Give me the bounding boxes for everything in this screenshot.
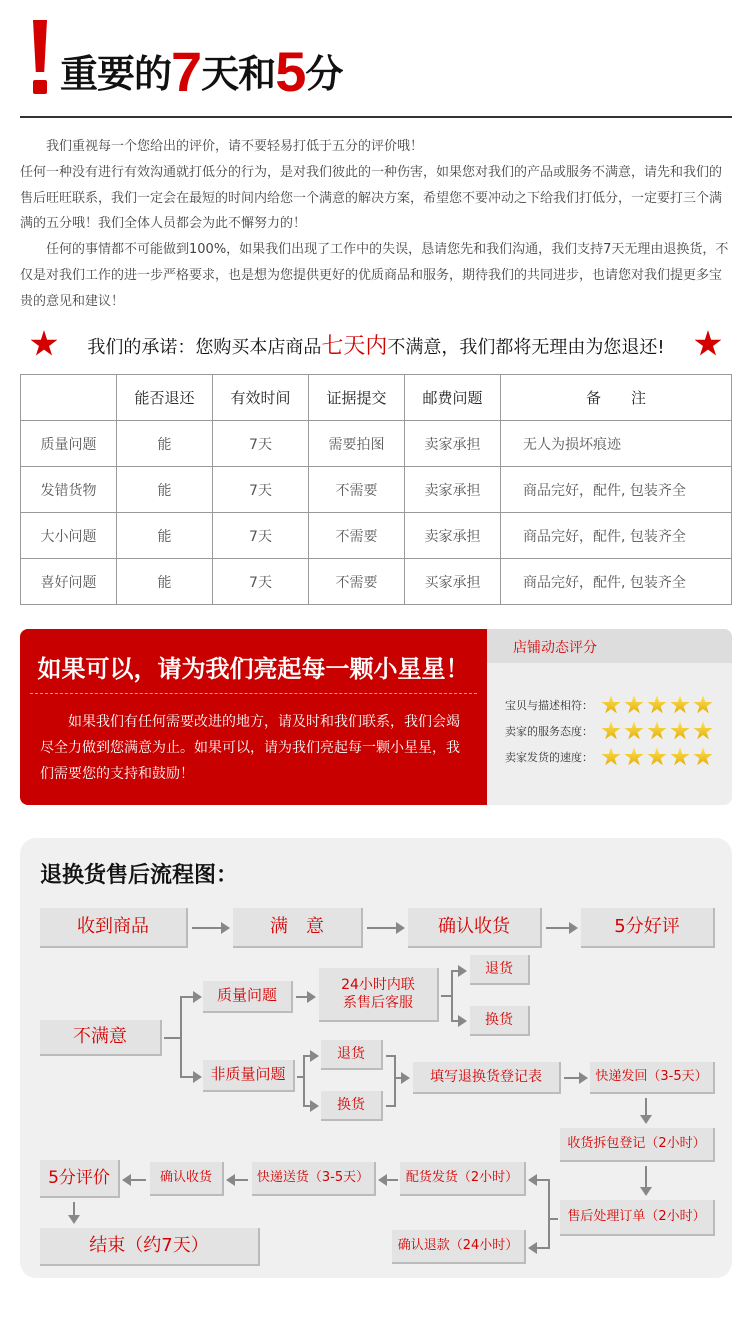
flow-step-unpack-register: 收货拆包登记（2小时） — [560, 1128, 715, 1162]
flow-step-confirm-receipt: 确认收货 — [150, 1162, 224, 1196]
star-icon — [624, 747, 644, 767]
star-icon — [601, 721, 621, 741]
table-row — [21, 559, 732, 605]
table-cell: 卖家承担 — [405, 421, 501, 467]
page-title: 重要的7天和5分 — [60, 40, 343, 103]
table-row — [21, 467, 732, 513]
flow-step-exchange: 换货 — [470, 1006, 530, 1036]
flow-connector — [451, 970, 453, 1022]
star-icon — [694, 330, 722, 358]
flow-step-end: 结束（约7天） — [40, 1228, 260, 1266]
flow-arrow — [180, 996, 200, 998]
banner-title: 如果可以，请为我们亮起每一颗小星星！ — [37, 654, 470, 683]
flow-arrow — [367, 927, 403, 929]
flow-arrow — [124, 1179, 146, 1181]
star-icon — [624, 721, 644, 741]
table-header-cell: 证据提交 — [309, 375, 405, 421]
flow-step-non-quality-issue: 非质量问题 — [203, 1060, 295, 1092]
flow-arrow — [394, 1077, 408, 1079]
flow-arrow — [303, 1055, 317, 1057]
flow-step-ship-back: 快递发回（3-5天） — [590, 1062, 715, 1094]
banner-body: 如果我们有任何需要改进的地方，请及时和我们联系，我们会竭尽全力做到您满意为止。如果可以，请为我们亮起每一颗小星星，我们需要您的支持和鼓励！ — [40, 714, 460, 782]
return-policy-table — [20, 374, 732, 605]
star-icon — [693, 721, 713, 741]
table-cell: 能 — [117, 513, 213, 559]
table-cell: 能 — [117, 421, 213, 467]
star-icon — [670, 747, 690, 767]
rating-label: 卖家的服务态度： — [505, 725, 593, 738]
rating-label: 卖家发货的速度： — [505, 751, 593, 764]
flow-step-dispatch: 配货发货（2小时） — [400, 1162, 526, 1196]
star-icon — [647, 721, 667, 741]
table-cell: 商品完好，配件, 包装齐全 — [501, 513, 732, 559]
banner-divider — [30, 693, 477, 694]
header-exclamation-icon — [30, 20, 52, 100]
table-cell: 买家承担 — [405, 559, 501, 605]
star-icon — [647, 747, 667, 767]
flow-arrow — [645, 1166, 647, 1194]
promise-line — [30, 324, 722, 364]
intro-paragraph-3: 任何的事情都不可能做到100%，如果我们出现了工作中的失误，恳请您先和我们沟通，我们支持7天无理由退换货，不仅是对我们工作的进一步严格要求，也是想为您提供更好的优质商品和服务，期待我们的共同进步，也请您对我们提更多宝贵的意见和建议！ — [20, 242, 729, 309]
star-icon — [670, 695, 690, 715]
rating-banner — [20, 629, 732, 805]
flow-step-contact-service: 24小时内联 系售后客服 — [319, 968, 439, 1022]
flow-arrow — [303, 1105, 317, 1107]
flow-connector — [303, 1055, 305, 1107]
rating-panel-title: 店铺动态评分 — [487, 629, 732, 663]
table-cell: 无人为损坏痕迹 — [501, 421, 732, 467]
table-cell: 卖家承担 — [405, 513, 501, 559]
flow-step-receive: 收到商品 — [40, 908, 188, 948]
flow-step-confirm-refund: 确认退款（24小时） — [392, 1230, 526, 1264]
flow-step-confirm: 确认收货 — [408, 908, 542, 948]
table-cell: 不需要 — [309, 559, 405, 605]
header-divider — [20, 116, 732, 118]
star-icon — [693, 747, 713, 767]
flow-connector — [394, 1055, 396, 1107]
flow-arrow — [546, 927, 576, 929]
table-cell: 7天 — [213, 467, 309, 513]
table-cell: 大小问题 — [21, 513, 117, 559]
table-header-cell: 有效时间 — [213, 375, 309, 421]
flow-connector — [164, 1037, 180, 1039]
rating-row — [505, 693, 725, 717]
flow-arrow — [530, 1179, 548, 1181]
flow-step-score: 5分评价 — [40, 1160, 120, 1198]
flow-arrow — [645, 1098, 647, 1122]
flow-connector — [548, 1179, 550, 1249]
rating-row — [505, 745, 725, 769]
flow-arrow — [73, 1202, 75, 1222]
star-icon — [601, 747, 621, 767]
star-icon — [624, 695, 644, 715]
flow-connector — [180, 996, 182, 1078]
flow-step-good-review: 5分好评 — [581, 908, 715, 948]
flow-connector — [441, 995, 451, 997]
rating-panel — [487, 629, 732, 805]
flow-step-return: 退货 — [321, 1040, 383, 1070]
flow-chart-title: 退换货售后流程图： — [40, 862, 239, 888]
flow-arrow — [228, 1179, 248, 1181]
table-header-row — [21, 375, 732, 421]
star-icon — [647, 695, 667, 715]
star-icon — [601, 695, 621, 715]
table-cell: 不需要 — [309, 467, 405, 513]
flow-step-quality-issue: 质量问题 — [203, 981, 293, 1013]
rating-row — [505, 719, 725, 743]
table-cell: 7天 — [213, 421, 309, 467]
intro-paragraph-1: 我们重视每一个您给出的评价，请不要轻易打低于五分的评价哦！ — [20, 139, 424, 154]
star-icon — [30, 330, 58, 358]
intro-paragraph-2: 任何一种没有进行有效沟通就打低分的行为，是对我们彼此的一种伤害，如果您对我们的产品或服务不满意，请先和我们的售后旺旺联系，我们一定会在最短的时间内给您一个满意的解决方案，希望您不要冲动之下给我们打低分，一定要打三个满满的五分哦！我们全体人员都会为此不懈努力的！ — [20, 164, 723, 232]
table-header-cell — [21, 375, 117, 421]
table-row — [21, 421, 732, 467]
flow-step-return: 退货 — [470, 955, 530, 985]
table-cell: 发错货物 — [21, 467, 117, 513]
table-cell: 商品完好，配件, 包装齐全 — [501, 559, 732, 605]
table-header-cell: 备 注 — [501, 375, 732, 421]
table-cell: 需要拍图 — [309, 421, 405, 467]
flow-arrow — [192, 927, 228, 929]
table-cell: 喜好问题 — [21, 559, 117, 605]
table-header-cell: 能否退还 — [117, 375, 213, 421]
flow-step-satisfied: 满 意 — [233, 908, 363, 948]
rating-label: 宝贝与描述相符： — [505, 699, 593, 712]
table-cell: 能 — [117, 467, 213, 513]
star-icon — [670, 721, 690, 741]
intro-text — [20, 134, 732, 315]
flow-arrow — [451, 1020, 465, 1022]
table-cell: 卖家承担 — [405, 467, 501, 513]
flow-step-exchange: 换货 — [321, 1091, 383, 1121]
promise-text: 我们的承诺：您购买本店商品七天内不满意，我们都将无理由为您退还! — [87, 333, 665, 359]
flow-connector — [386, 1105, 394, 1107]
table-cell: 能 — [117, 559, 213, 605]
table-cell: 商品完好，配件, 包装齐全 — [501, 467, 732, 513]
flow-step-deliver: 快递送货（3-5天） — [252, 1162, 376, 1196]
flow-step-unsatisfied: 不满意 — [40, 1020, 162, 1056]
star-icon — [693, 695, 713, 715]
flow-arrow — [380, 1179, 398, 1181]
banner-left-panel — [20, 629, 487, 805]
flow-arrow — [564, 1077, 586, 1079]
table-cell: 不需要 — [309, 513, 405, 559]
flow-step-fill-form: 填写退换货登记表 — [413, 1062, 561, 1094]
flow-step-process-order: 售后处理订单（2小时） — [560, 1200, 715, 1236]
table-cell: 7天 — [213, 513, 309, 559]
flow-arrow — [180, 1076, 200, 1078]
flow-arrow — [296, 996, 314, 998]
flow-arrow — [451, 970, 465, 972]
table-cell: 7天 — [213, 559, 309, 605]
flow-arrow — [530, 1247, 548, 1249]
table-header-cell: 邮费问题 — [405, 375, 501, 421]
table-cell: 质量问题 — [21, 421, 117, 467]
flow-connector — [386, 1055, 394, 1057]
table-row — [21, 513, 732, 559]
